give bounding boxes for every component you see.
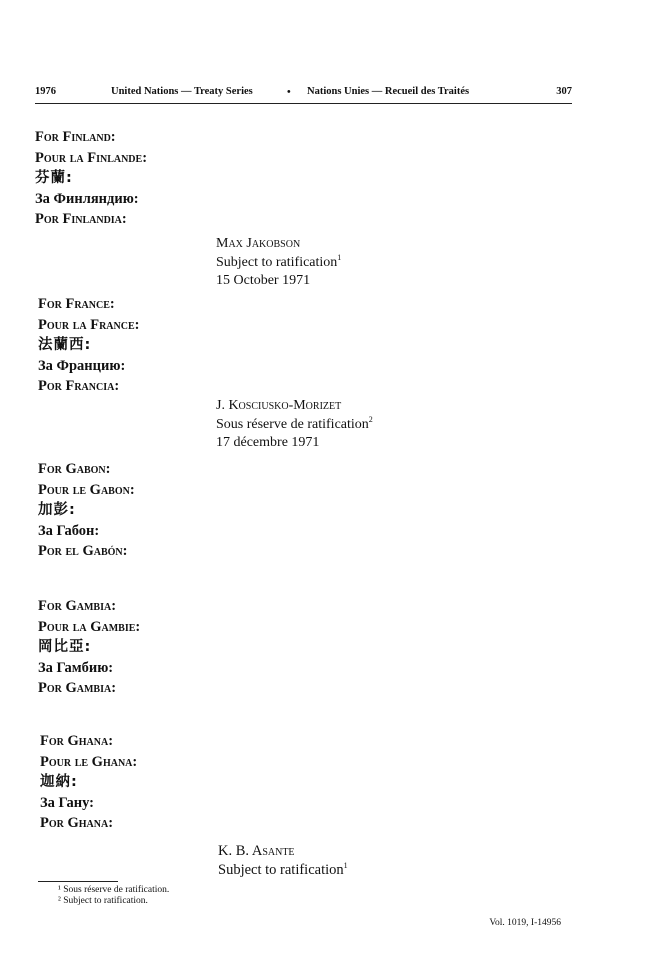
signature-block-gambia xyxy=(38,596,140,699)
country-line-en: For Gambia: xyxy=(38,598,117,614)
footnotes xyxy=(58,885,169,907)
country-line-fr: Pour la Gambie: xyxy=(38,618,141,635)
volume-reference: Vol. 1019, I-14956 xyxy=(489,918,561,928)
signer-name: Max Jakobson xyxy=(216,236,301,251)
country-line-fr: Pour la Finlande: xyxy=(35,149,148,166)
signer-finland xyxy=(216,235,341,291)
footnote-divider xyxy=(38,881,118,882)
signature-block-france xyxy=(38,294,139,397)
country-line-ru: За Францию: xyxy=(38,357,126,374)
country-line-es: Por Ghana: xyxy=(40,815,114,831)
country-line-es: Por el Gabón: xyxy=(38,543,128,559)
signer-date: 15 October 1971 xyxy=(216,273,311,288)
header-title-fr: Nations Unies — Recueil des Traités xyxy=(307,86,470,97)
country-line-fr: Pour la France: xyxy=(38,316,140,333)
country-line-fr: Pour le Ghana: xyxy=(40,753,138,770)
signature-block-gabon xyxy=(38,459,135,562)
country-line-ru: За Финляндию: xyxy=(35,190,139,207)
footnote-1: ¹ Sous réserve de ratification. xyxy=(58,885,170,895)
footnote-2: ² Subject to ratification. xyxy=(58,896,148,906)
signer-ghana xyxy=(218,842,348,879)
country-line-en: For France: xyxy=(38,296,115,312)
country-line-en: For Finland: xyxy=(35,129,116,145)
header-bullet: • xyxy=(287,87,291,98)
signer-note: Subject to ratification$^1$ xyxy=(218,860,348,878)
country-line-ru: За Гану: xyxy=(40,794,94,811)
signer-name: J. Kosciusko-Morizet xyxy=(216,398,342,413)
signer-note: Sous réserve de ratification$^2$ xyxy=(216,414,373,432)
header-year: 1976 xyxy=(35,86,56,97)
signature-block-ghana xyxy=(40,731,137,834)
signer-note: Subject to ratification$^1$ xyxy=(216,252,342,270)
signer-date: 17 décembre 1971 xyxy=(216,435,320,450)
country-line-en: For Ghana: xyxy=(40,733,114,749)
signature-block-finland xyxy=(35,127,147,230)
signer-name: K. B. Asante xyxy=(218,843,295,859)
country-line-ru: За Габон: xyxy=(38,522,100,539)
signer-france xyxy=(216,397,373,453)
header-page-number: 307 xyxy=(556,86,572,97)
country-line-zh: 法蘭西: xyxy=(38,337,92,353)
country-line-zh: 芬蘭: xyxy=(35,170,73,186)
header-title-en: United Nations — Treaty Series xyxy=(111,86,253,97)
running-header xyxy=(35,85,572,104)
country-line-zh: 加彭: xyxy=(38,502,76,518)
country-line-es: Por Gambia: xyxy=(38,680,117,696)
country-line-fr: Pour le Gabon: xyxy=(38,481,135,498)
country-line-ru: За Гамбию: xyxy=(38,659,114,676)
country-line-en: For Gabon: xyxy=(38,461,111,477)
country-line-es: Por Francia: xyxy=(38,378,120,394)
country-line-es: Por Finlandia: xyxy=(35,211,127,227)
country-line-zh: 迦納: xyxy=(40,774,78,790)
country-line-zh: 岡比亞: xyxy=(38,639,92,655)
